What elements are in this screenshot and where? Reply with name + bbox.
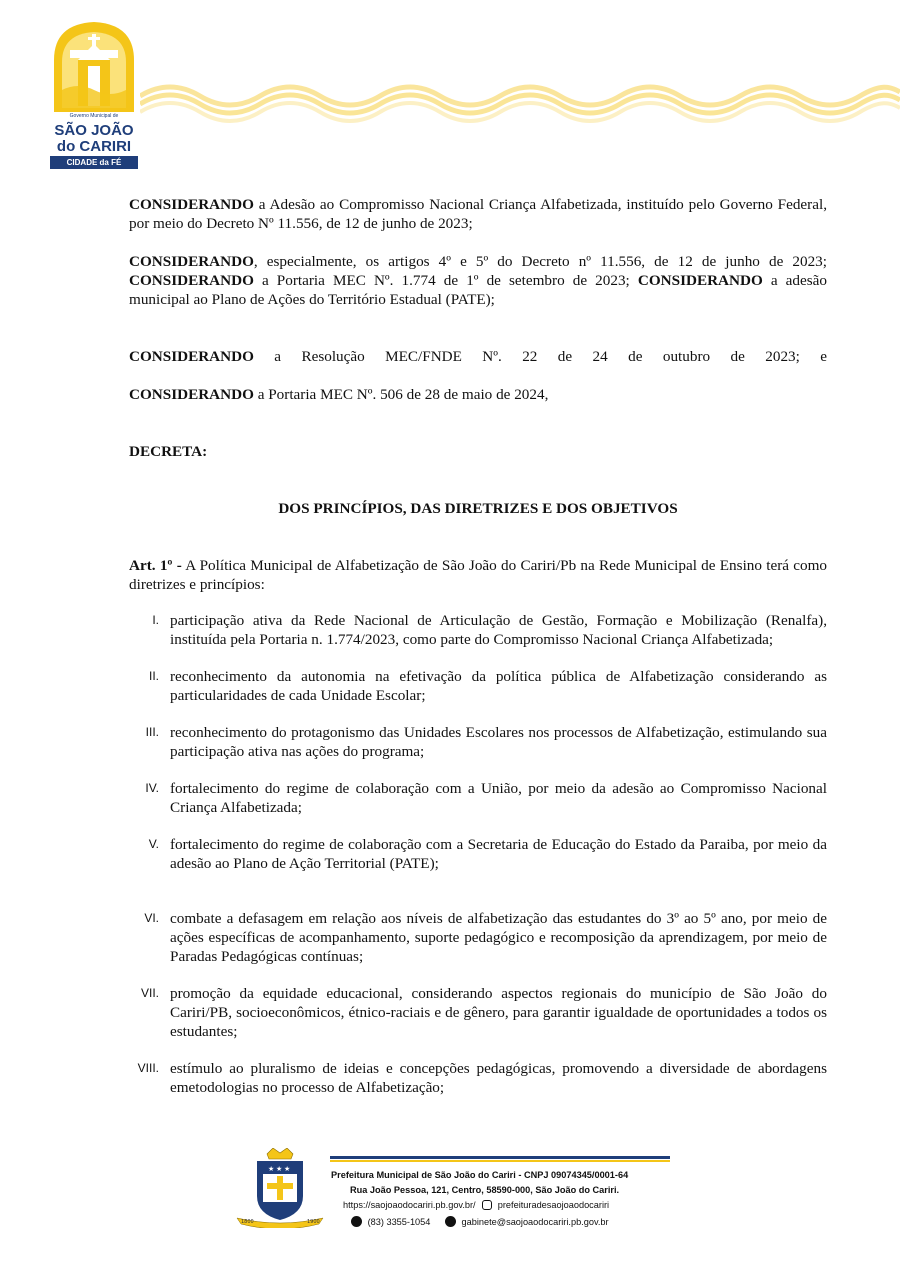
svg-text:★: ★ [284, 1165, 291, 1173]
church-emblem-icon [48, 20, 140, 115]
item-text: estímulo ao pluralismo de ideias e concepções pedagógicas, promovendo a diversidade de abordagens emetodologias no processo de Alfabetização; [170, 1060, 827, 1096]
instagram-handle[interactable]: prefeituradesaojoaodocariri [497, 1200, 610, 1210]
list-item [129, 667, 827, 705]
decorative-waves [140, 82, 900, 124]
instagram-icon [482, 1200, 492, 1210]
item-number: VII. [140, 986, 159, 1000]
item-text: fortalecimento do regime de colaboração com a Secretaria de Educação do Estado da Paraiba, por meio da adesão ao Plano de Ação Territorial (PATE); [170, 836, 827, 872]
item-number: III. [145, 725, 159, 739]
list-item [129, 1059, 827, 1097]
section-title: DOS PRINCÍPIOS, DAS DIRETRIZES E DOS OBJETIVOS [278, 500, 678, 517]
logo-name-line2: do CARIRI [56, 138, 132, 155]
footer-org-line: Prefeitura Municipal de São João do Cariri - CNPJ 09074345/0001-64 [331, 1170, 629, 1180]
website-link[interactable]: https://saojoaodocariri.pb.gov.br/ [343, 1200, 476, 1210]
svg-text:1800: 1800 [241, 1219, 254, 1225]
footer-contacts-row1 [343, 1200, 609, 1210]
item-text: combate a defasagem em relação aos níveis de alfabetização das estudantes do 3º ao 5º ano, por meio de ações específicas de acompanhamento, suporte pedagógico e recomposição da aprendizagem, por meio de Paradas Pedagógicas contínuas; [170, 910, 827, 965]
list-item [129, 835, 827, 873]
item-number: VIII. [137, 1061, 159, 1075]
item-text: fortalecimento do regime de colaboração com a União, por meio da adesão ao Compromisso Nacional Criança Alfabetizada; [170, 780, 827, 816]
email-icon [445, 1216, 456, 1227]
item-text: reconhecimento do protagonismo das Unidades Escolares nos processos de Alfabetização, estimulando sua participação ativa nas ações do programa; [170, 724, 827, 760]
item-number: VI. [144, 911, 159, 925]
item-text: promoção da equidade educacional, considerando aspectos regionais do município de São João do Cariri/PB, socioeconômicos, étnico-raciais e de gênero, para garantir igualdade de oportunidades a todos os estudantes; [170, 985, 827, 1040]
document-body [129, 195, 827, 594]
article-1: Art. 1º - A Política Municipal de Alfabetização de São João do Cariri/Pb na Rede Municipal de Ensino terá como diretrizes e princípios: [129, 557, 828, 593]
footer-address: Rua João Pessoa, 121, Centro, 58590-000, São João do Cariri. [350, 1185, 620, 1195]
phone-number: (83) 3355-1054 [367, 1217, 431, 1227]
svg-text:1900: 1900 [307, 1219, 320, 1225]
item-number: V. [148, 837, 159, 851]
list-item [129, 909, 827, 966]
item-number: I. [152, 613, 159, 627]
considerando-4: CONSIDERANDO a Resolução MEC/FNDE Nº. 22 de 24 de outubro de 2023; e [129, 348, 827, 365]
logo-government-label: Governo Municipal de [69, 113, 119, 119]
logo-band: CIDADE da FÉ [50, 156, 138, 169]
principles-list [129, 611, 827, 1097]
item-number: IV. [145, 781, 159, 795]
email-address[interactable]: gabinete@saojoaodocariri.pb.gov.br [461, 1217, 609, 1227]
list-item [129, 723, 827, 761]
decreta-heading: DECRETA: [129, 443, 208, 460]
list-item [129, 611, 827, 649]
page-header [0, 0, 900, 180]
considerando-5: CONSIDERANDO a Portaria MEC Nº. 506 de 28 de maio de 2024, [129, 386, 549, 403]
page-footer [235, 1148, 675, 1228]
item-text: participação ativa da Rede Nacional de Articulação de Gestão, Formação e Mobilização (Renalfa), instituída pela Portaria n. 1.774/2023, como parte do Compromisso Nacional Criança Alfabetizada; [170, 612, 827, 648]
considerando-1: CONSIDERANDO a Adesão ao Compromisso Nacional Criança Alfabetizada, instituído pelo Governo Federal, por meio do Decreto Nº 11.556, de 12 de junho de 2023; [129, 196, 827, 232]
municipal-crest-icon [235, 1148, 325, 1228]
municipal-logo [48, 20, 140, 170]
footer-contacts-row2 [351, 1216, 609, 1227]
item-text: reconhecimento da autonomia na efetivação da política pública de Alfabetização considerando as particularidades de cada Unidade Escolar; [170, 668, 827, 704]
list-item [129, 779, 827, 817]
footer-divider [330, 1156, 670, 1159]
considerando-2: CONSIDERANDO, especialmente, os artigos 4º e 5º do Decreto nº 11.556, de 12 de junho de 2023; CONSIDERANDO a Portaria MEC Nº. 1.774 de 1º de setembro de 2023; CONSIDERANDO a adesão municipal ao Plano de Ações do Território Estadual (PATE); [129, 253, 827, 308]
svg-text:★: ★ [276, 1165, 283, 1173]
item-number: II. [148, 669, 159, 683]
footer-divider-accent [330, 1160, 670, 1162]
logo-name-line1: SÃO JOÃO [54, 122, 134, 139]
list-item [129, 984, 827, 1041]
phone-icon [351, 1216, 362, 1227]
svg-text:★: ★ [268, 1165, 275, 1173]
